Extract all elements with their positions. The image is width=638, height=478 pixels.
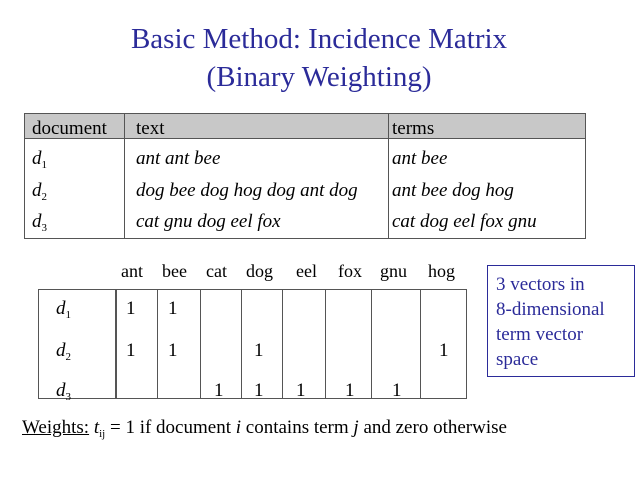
term-header: gnu xyxy=(380,261,407,281)
weights-text: = 1 if document xyxy=(109,417,231,438)
matrix-doc-label: $d_2$ xyxy=(56,340,71,363)
matrix-column xyxy=(157,289,201,399)
header-text: text xyxy=(136,118,165,139)
column-divider xyxy=(124,113,125,239)
doc-terms: cat dog eel fox gnu xyxy=(392,211,537,232)
term-header: dog xyxy=(246,261,273,281)
column-divider xyxy=(388,113,389,239)
term-header: eel xyxy=(296,261,317,281)
callout-line: term vector xyxy=(496,324,584,345)
callout-line: space xyxy=(496,349,539,370)
header-document: document xyxy=(32,118,107,139)
matrix-column xyxy=(116,289,158,399)
matrix-cell: 1 xyxy=(168,298,178,319)
weights-definition xyxy=(22,416,507,446)
doc-terms: ant bee xyxy=(392,148,448,169)
weights-var-i: i xyxy=(235,417,242,438)
term-header: hog xyxy=(428,261,455,281)
header-terms: terms xyxy=(392,118,435,139)
matrix-doc-label: $d_3$ xyxy=(56,380,71,403)
term-header: ant xyxy=(121,261,143,281)
weights-text: contains term xyxy=(245,417,349,438)
doc-label: $d_1$ xyxy=(32,148,47,171)
weights-label: Weights: xyxy=(22,417,90,438)
slide-title-line-2: (Binary Weighting) xyxy=(206,61,432,93)
matrix-row-label-box xyxy=(38,289,116,399)
doc-text: dog bee dog hog dog ant dog xyxy=(136,180,358,201)
doc-label: $d_3$ xyxy=(32,211,47,234)
matrix-cell: 1 xyxy=(345,380,355,401)
callout-line: 3 vectors in xyxy=(496,274,585,295)
matrix-doc-label: $d_1$ xyxy=(56,298,71,321)
matrix-cell: 1 xyxy=(168,340,178,361)
weight-symbol: $t_{ij}$ xyxy=(93,417,106,440)
doc-terms: ant bee dog hog xyxy=(392,180,514,201)
term-header: bee xyxy=(162,261,187,281)
weights-text: and zero otherwise xyxy=(363,417,507,438)
vector-space-callout xyxy=(487,265,635,377)
doc-label: $d_2$ xyxy=(32,180,47,203)
term-header: cat xyxy=(206,261,227,281)
slide-title-line-1: Basic Method: Incidence Matrix xyxy=(130,23,508,55)
term-header: fox xyxy=(338,261,362,281)
matrix-cell: 1 xyxy=(126,298,136,319)
matrix-cell: 1 xyxy=(296,380,306,401)
matrix-cell: 1 xyxy=(214,380,224,401)
callout-line: 8-dimensional xyxy=(496,299,605,320)
matrix-cell: 1 xyxy=(392,380,402,401)
doc-text: ant ant bee xyxy=(136,148,221,169)
doc-text: cat gnu dog eel fox xyxy=(136,211,281,232)
matrix-cell: 1 xyxy=(254,340,264,361)
matrix-cell: 1 xyxy=(126,340,136,361)
matrix-cell: 1 xyxy=(439,340,449,361)
weights-var-j: j xyxy=(353,417,359,438)
matrix-cell: 1 xyxy=(254,380,264,401)
